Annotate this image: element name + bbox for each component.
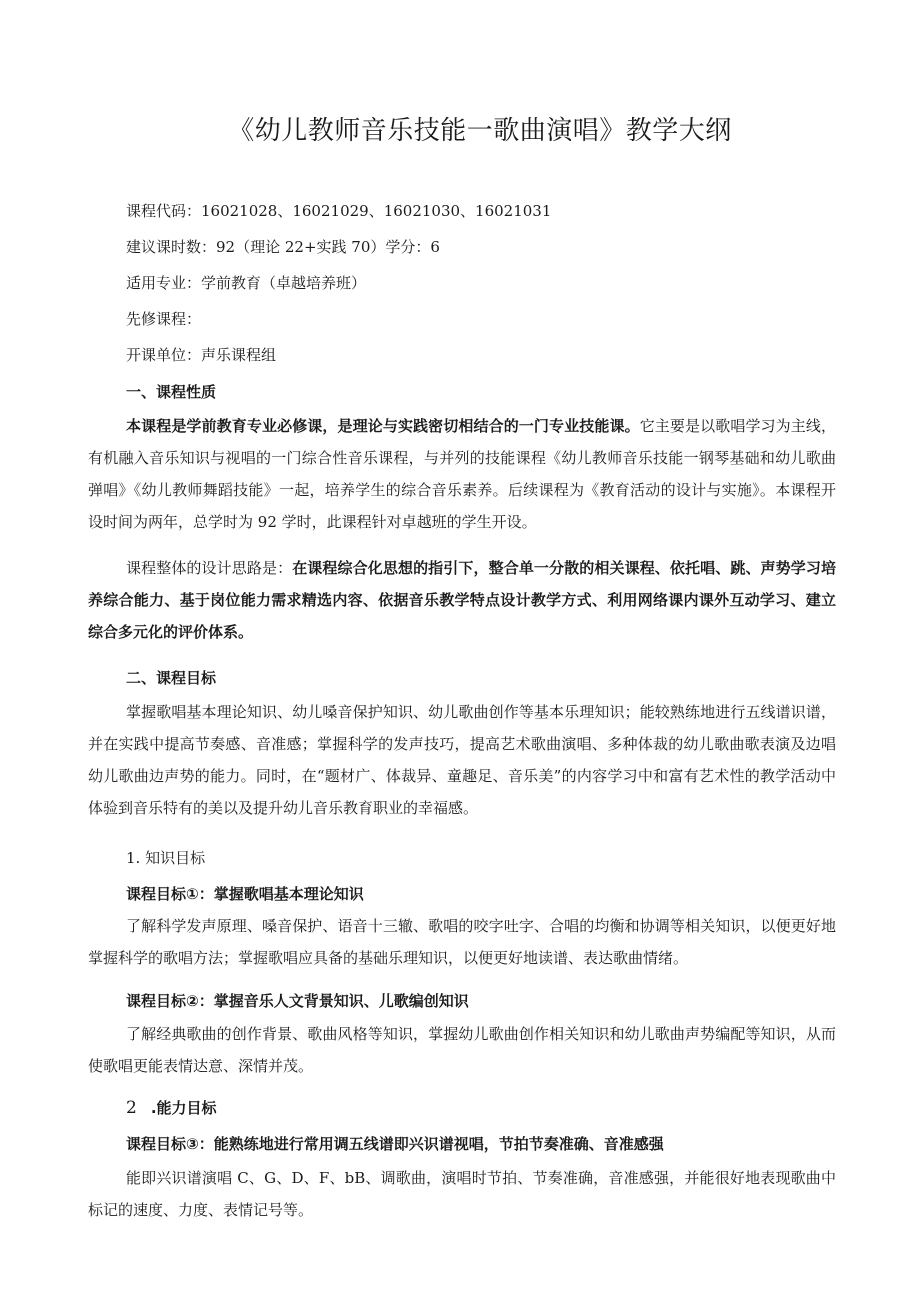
- prerequisite-course: 先修课程：: [126, 310, 202, 328]
- ability-goal-label: .能力目标: [150, 1099, 217, 1117]
- knowledge-goal-heading: 1. 知识目标: [126, 849, 206, 867]
- goal-1-text: 了解科学发声原理、嗓音保护、语音十三辙、歌唱的咬字吐字、合唱的均衡和协调等相关知识，以便更好地掌握科学的歌唱方法；掌握歌唱应具备的基础乐理知识，以便更好地读谱、表达歌曲情绪。: [88, 917, 836, 967]
- goal-3-text: 能即兴识谱演唱 C、G、D、F、bB、调歌曲，演唱时节拍、节奏准确，音准感强，并能很好地表现歌曲中标记的速度、力度、表情记号等。: [88, 1169, 836, 1219]
- goals-paragraph: 掌握歌唱基本理论知识、幼儿嗓音保护知识、幼儿歌曲创作等基本乐理知识；能较熟练地进行五线谱识谱，并在实践中提高节奏感、音准感；掌握科学的发声技巧，提高艺术歌曲演唱、多种体裁的幼儿歌曲歌表演及边唱幼儿歌曲边声势的能力。同时，在“题材广、体裁异、童趣足、音乐美”的内容学习中和富有艺术性的教学活动中体验到音乐特有的美以及提升幼儿音乐教育职业的幸福感。: [88, 703, 836, 817]
- document-title: 《幼儿教师音乐技能一歌曲演唱》教学大纲: [228, 116, 732, 146]
- design-bold: 在课程综合化思想的指引下，整合单一分散的相关课程、依托唱、跳、声势学习培养综合能力、基于岗位能力需求精选内容、依据音乐教学特点设计教学方式、利用网络课内课外互动学习、建立综合多元化的评价体系。: [88, 559, 836, 641]
- applicable-major: 适用专业：学前教育（卓越培养班）: [126, 274, 367, 292]
- goal-2-text: 了解经典歌曲的创作背景、歌曲风格等知识，掌握幼儿歌曲创作相关知识和幼儿歌曲声势编配等知识，从而使歌唱更能表情达意、深情并茂。: [88, 1025, 836, 1075]
- design-paragraph: [88, 552, 836, 648]
- goal-2-title: 课程目标②：掌握音乐人文背景知识、儿歌编创知识: [126, 992, 469, 1010]
- goal-3-title: 课程目标③：能熟练地进行常用调五线谱即兴识谱视唱，节拍节奏准确、音准感强: [126, 1135, 664, 1153]
- section-heading-goals: 二、课程目标: [126, 669, 217, 687]
- nature-paragraph: [88, 410, 836, 538]
- course-code: 课程代码：16021028、16021029、16021030、16021031: [126, 202, 552, 220]
- ability-goal-number: 2: [126, 1098, 137, 1118]
- offering-unit: 开课单位：声乐课程组: [126, 346, 277, 364]
- ability-goal-heading: [126, 1097, 217, 1118]
- nature-rest: 它主要是以歌唱学习为主线，有机融入音乐知识与视唱的一门综合性音乐课程，与并列的技能课程《幼儿教师音乐技能一钢琴基础和幼儿歌曲弹唱》《幼儿教师舞蹈技能》一起，培养学生的综合音乐素养。后续课程为《教育活动的设计与实施》。本课程开设时间为两年，总学时为 92 学时，此课程针对卓越班的学生开设。: [88, 417, 836, 531]
- nature-bold-lead: 本课程是学前教育专业必修课，是理论与实践密切相结合的一门专业技能课。: [126, 417, 640, 435]
- design-lead: 课程整体的设计思路是：: [126, 559, 293, 577]
- goal-1-title: 课程目标①：掌握歌唱基本理论知识: [126, 885, 364, 903]
- section-heading-nature: 一、课程性质: [126, 383, 217, 401]
- suggested-hours: 建议课时数：92（理论 22+实践 70）学分：6: [126, 238, 440, 256]
